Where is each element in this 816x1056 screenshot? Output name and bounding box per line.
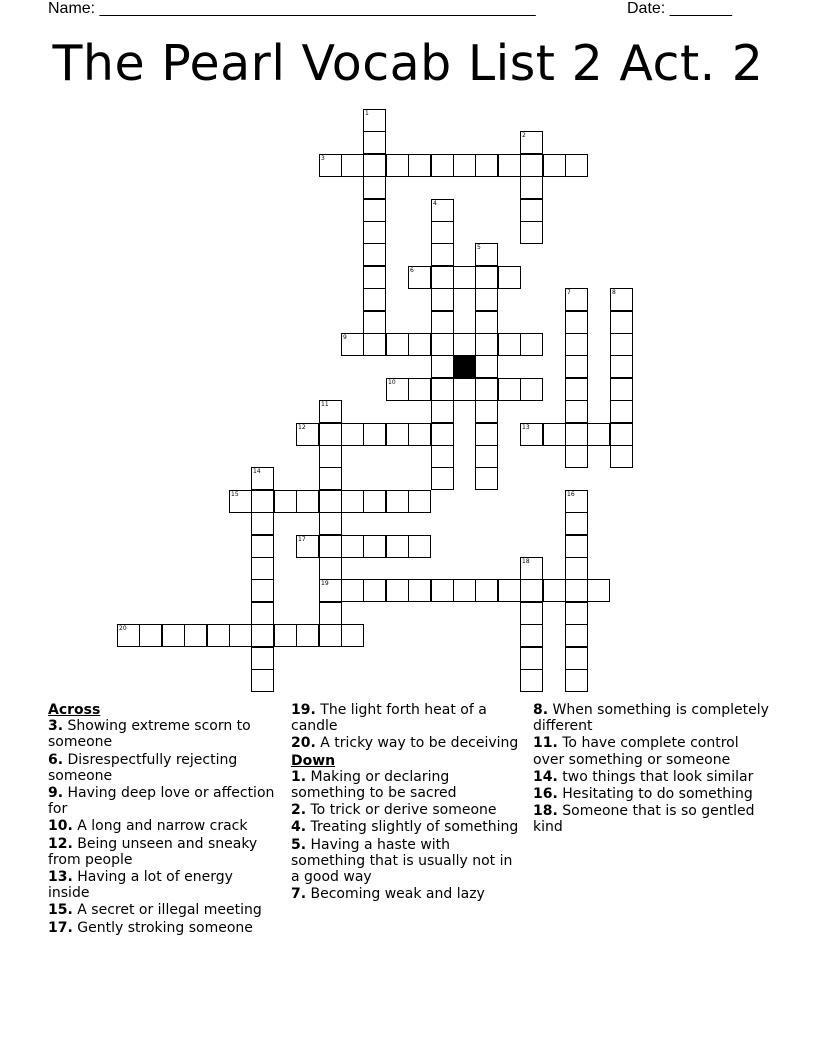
grid-cell[interactable] [251, 602, 274, 625]
grid-cell[interactable] [296, 423, 319, 446]
grid-cell[interactable] [543, 423, 566, 446]
grid-cell[interactable] [610, 311, 633, 334]
grid-cell[interactable] [319, 467, 342, 490]
black-cell [453, 355, 476, 378]
grid-cell[interactable] [565, 311, 588, 334]
grid-cell[interactable] [565, 624, 588, 647]
clue-number: 13 [522, 424, 530, 431]
name-label: Name: [48, 0, 96, 17]
grid-cell[interactable] [431, 355, 454, 378]
name-blank: _________________________________________________ [99, 0, 536, 17]
grid-cell[interactable] [431, 266, 454, 289]
clues-column-2 [291, 702, 523, 903]
clue-number: 2 [522, 132, 526, 139]
grid-cell[interactable] [363, 266, 386, 289]
grid-cell[interactable] [319, 535, 342, 558]
grid-cell[interactable] [341, 490, 364, 513]
grid-cell[interactable] [520, 423, 543, 446]
grid-cell[interactable] [341, 535, 364, 558]
grid-cell[interactable] [498, 579, 521, 602]
grid-cell[interactable] [319, 579, 342, 602]
down-clue-11: 11. To have complete control over something or someone [533, 735, 739, 768]
down-clue-16: 16. Hesitating to do something [533, 786, 753, 803]
grid-cell[interactable] [363, 131, 386, 154]
across-clue-3: 3. Showing extreme scorn to someone [48, 718, 251, 751]
clue-number: 15 [231, 491, 239, 498]
grid-cell[interactable] [543, 154, 566, 177]
grid-cell[interactable] [498, 378, 521, 401]
grid-cell[interactable] [610, 423, 633, 446]
grid-cell[interactable] [408, 490, 431, 513]
grid-cell[interactable] [386, 535, 409, 558]
grid-cell[interactable] [565, 512, 588, 535]
grid-cell[interactable] [319, 154, 342, 177]
grid-cell[interactable] [363, 288, 386, 311]
grid-cell[interactable] [475, 311, 498, 334]
grid-cell[interactable] [341, 423, 364, 446]
grid-cell[interactable] [363, 579, 386, 602]
grid-cell[interactable] [565, 579, 588, 602]
down-heading: Down [291, 752, 336, 769]
date-label: Date: [627, 0, 666, 17]
grid-cell[interactable] [520, 176, 543, 199]
clue-number: 20 [119, 625, 127, 632]
grid-cell[interactable] [363, 311, 386, 334]
clue-number: 10 [388, 379, 396, 386]
grid-cell[interactable] [431, 378, 454, 401]
grid-cell[interactable] [184, 624, 207, 647]
grid-cell[interactable] [229, 490, 252, 513]
across-clue-20: 20. A tricky way to be deceiving [291, 735, 519, 752]
down-clue-18: 18. Someone that is so gentled kind [533, 803, 755, 836]
grid-cell[interactable] [565, 355, 588, 378]
grid-cell[interactable] [475, 445, 498, 468]
grid-cell[interactable] [431, 288, 454, 311]
grid-cell[interactable] [319, 557, 342, 580]
grid-cell[interactable] [520, 199, 543, 222]
clue-number: 3 [321, 155, 325, 162]
grid-cell[interactable] [408, 535, 431, 558]
grid-cell[interactable] [475, 423, 498, 446]
grid-cell[interactable] [319, 423, 342, 446]
grid-cell[interactable] [319, 490, 342, 513]
grid-cell[interactable] [475, 333, 498, 356]
grid-cell[interactable] [251, 624, 274, 647]
clue-number: 1 [365, 110, 369, 117]
grid-cell[interactable] [363, 154, 386, 177]
grid-cell[interactable] [565, 647, 588, 670]
grid-cell[interactable] [117, 624, 140, 647]
grid-cell[interactable] [319, 445, 342, 468]
grid-cell[interactable] [363, 176, 386, 199]
grid-cell[interactable] [386, 154, 409, 177]
grid-cell[interactable] [431, 333, 454, 356]
grid-cell[interactable] [475, 378, 498, 401]
grid-cell[interactable] [363, 243, 386, 266]
grid-cell[interactable] [475, 467, 498, 490]
grid-cell[interactable] [431, 311, 454, 334]
grid-cell[interactable] [453, 579, 476, 602]
clues-column-3 [533, 702, 769, 837]
grid-cell[interactable] [363, 535, 386, 558]
grid-cell[interactable] [408, 154, 431, 177]
grid-cell[interactable] [565, 333, 588, 356]
grid-cell[interactable] [431, 221, 454, 244]
grid-cell[interactable] [341, 579, 364, 602]
grid-cell[interactable] [296, 624, 319, 647]
grid-cell[interactable] [520, 154, 543, 177]
grid-cell[interactable] [431, 579, 454, 602]
grid-cell[interactable] [363, 221, 386, 244]
grid-cell[interactable] [520, 378, 543, 401]
across-clue-15: 15. A secret or illegal meeting [48, 902, 262, 919]
grid-cell[interactable] [251, 557, 274, 580]
grid-cell[interactable] [498, 154, 521, 177]
clues-column-1 [48, 702, 278, 937]
grid-cell[interactable] [319, 400, 342, 423]
grid-cell[interactable] [565, 535, 588, 558]
grid-cell[interactable] [475, 154, 498, 177]
grid-cell[interactable] [475, 355, 498, 378]
grid-cell[interactable] [520, 221, 543, 244]
grid-cell[interactable] [475, 400, 498, 423]
grid-cell[interactable] [520, 602, 543, 625]
grid-cell[interactable] [363, 423, 386, 446]
across-clue-6: 6. Disrespectfully rejecting someone [48, 751, 238, 784]
grid-cell[interactable] [475, 579, 498, 602]
down-clue-8: 8. When something is completely different [533, 702, 769, 735]
clue-number: 14 [253, 468, 261, 475]
grid-cell[interactable] [162, 624, 185, 647]
clue-number: 19 [321, 580, 329, 587]
clue-number: 5 [477, 244, 481, 251]
grid-cell[interactable] [386, 378, 409, 401]
grid-cell[interactable] [408, 333, 431, 356]
grid-cell[interactable] [610, 400, 633, 423]
across-clue-17: 17. Gently stroking someone [48, 919, 253, 936]
across-clue-10: 10. A long and narrow crack [48, 818, 248, 835]
down-clue-2: 2. To trick or derive someone [291, 802, 497, 819]
grid-cell[interactable] [386, 490, 409, 513]
grid-cell[interactable] [341, 624, 364, 647]
across-clue-12: 12. Being unseen and sneaky from people [48, 835, 258, 868]
grid-cell[interactable] [251, 647, 274, 670]
grid-cell[interactable] [431, 199, 454, 222]
grid-cell[interactable] [610, 355, 633, 378]
grid-cell[interactable] [475, 266, 498, 289]
grid-cell[interactable] [431, 445, 454, 468]
grid-cell[interactable] [565, 400, 588, 423]
grid-cell[interactable] [319, 512, 342, 535]
grid-cell[interactable] [520, 333, 543, 356]
grid-cell[interactable] [610, 333, 633, 356]
grid-cell[interactable] [274, 490, 297, 513]
grid-cell[interactable] [386, 579, 409, 602]
grid-cell[interactable] [341, 154, 364, 177]
grid-cell[interactable] [520, 131, 543, 154]
clue-number: 11 [321, 401, 329, 408]
grid-cell[interactable] [431, 423, 454, 446]
grid-cell[interactable] [453, 266, 476, 289]
grid-cell[interactable] [475, 288, 498, 311]
date-blank: _______ [669, 0, 732, 17]
grid-cell[interactable] [431, 467, 454, 490]
grid-cell[interactable] [319, 602, 342, 625]
clue-number: 4 [433, 200, 437, 207]
grid-cell[interactable] [565, 602, 588, 625]
across-clue-13: 13. Having a lot of energy inside [48, 869, 233, 902]
down-clue-7: 7. Becoming weak and lazy [291, 886, 485, 903]
across-clue-19: 19. The light forth heat of a candle [291, 702, 487, 735]
grid-cell[interactable] [363, 333, 386, 356]
grid-cell[interactable] [565, 378, 588, 401]
grid-cell[interactable] [565, 288, 588, 311]
grid-cell[interactable] [610, 288, 633, 311]
grid-cell[interactable] [453, 333, 476, 356]
grid-cell[interactable] [229, 624, 252, 647]
grid-cell[interactable] [565, 490, 588, 513]
grid-cell[interactable] [453, 154, 476, 177]
clue-number: 16 [567, 491, 575, 498]
clue-number: 6 [410, 267, 414, 274]
grid-cell[interactable] [520, 624, 543, 647]
grid-cell[interactable] [431, 154, 454, 177]
grid-cell[interactable] [520, 557, 543, 580]
grid-cell[interactable] [610, 378, 633, 401]
grid-cell[interactable] [565, 669, 588, 692]
grid-cell[interactable] [386, 333, 409, 356]
grid-cell[interactable] [251, 535, 274, 558]
across-heading: Across [48, 702, 101, 718]
grid-cell[interactable] [453, 378, 476, 401]
grid-cell[interactable] [408, 579, 431, 602]
clue-number: 17 [298, 536, 306, 543]
grid-cell[interactable] [363, 490, 386, 513]
grid-cell[interactable] [274, 624, 297, 647]
grid-cell[interactable] [498, 333, 521, 356]
down-clue-4: 4. Treating slightly of something [291, 819, 519, 836]
clue-number: 8 [612, 289, 616, 296]
grid-cell[interactable] [543, 579, 566, 602]
grid-cell[interactable] [408, 378, 431, 401]
grid-cell[interactable] [296, 535, 319, 558]
down-clue-5: 5. Having a haste with something that is usually not in a good way [291, 836, 513, 886]
grid-cell[interactable] [520, 579, 543, 602]
grid-cell[interactable] [386, 423, 409, 446]
grid-cell[interactable] [565, 154, 588, 177]
grid-cell[interactable] [319, 624, 342, 647]
grid-cell[interactable] [341, 333, 364, 356]
grid-cell[interactable] [363, 109, 386, 132]
grid-cell[interactable] [498, 266, 521, 289]
grid-cell[interactable] [587, 579, 610, 602]
grid-cell[interactable] [565, 445, 588, 468]
grid-cell[interactable] [610, 445, 633, 468]
grid-cell[interactable] [251, 490, 274, 513]
grid-cell[interactable] [565, 557, 588, 580]
grid-cell[interactable] [363, 199, 386, 222]
grid-cell[interactable] [520, 669, 543, 692]
grid-cell[interactable] [251, 512, 274, 535]
grid-cell[interactable] [408, 423, 431, 446]
grid-cell[interactable] [475, 243, 498, 266]
grid-cell[interactable] [251, 579, 274, 602]
down-clue-1: 1. Making or declaring something to be sacred [291, 768, 457, 802]
grid-cell[interactable] [431, 243, 454, 266]
down-clue-14: 14. two things that look similar [533, 768, 754, 785]
grid-cell[interactable] [296, 490, 319, 513]
grid-cell[interactable] [587, 423, 610, 446]
grid-cell[interactable] [139, 624, 162, 647]
clue-number: 7 [567, 289, 571, 296]
clue-number: 9 [343, 334, 347, 341]
clue-number: 18 [522, 558, 530, 565]
grid-cell[interactable] [207, 624, 230, 647]
grid-cell[interactable] [431, 400, 454, 423]
across-clue-9: 9. Having deep love or affection for [48, 785, 275, 818]
grid-cell[interactable] [565, 423, 588, 446]
grid-cell[interactable] [520, 647, 543, 670]
grid-cell[interactable] [251, 467, 274, 490]
grid-cell[interactable] [408, 266, 431, 289]
grid-cell[interactable] [251, 669, 274, 692]
clue-number: 12 [298, 424, 306, 431]
page-title: The Pearl Vocab List 2 Act. 2 [52, 35, 764, 92]
